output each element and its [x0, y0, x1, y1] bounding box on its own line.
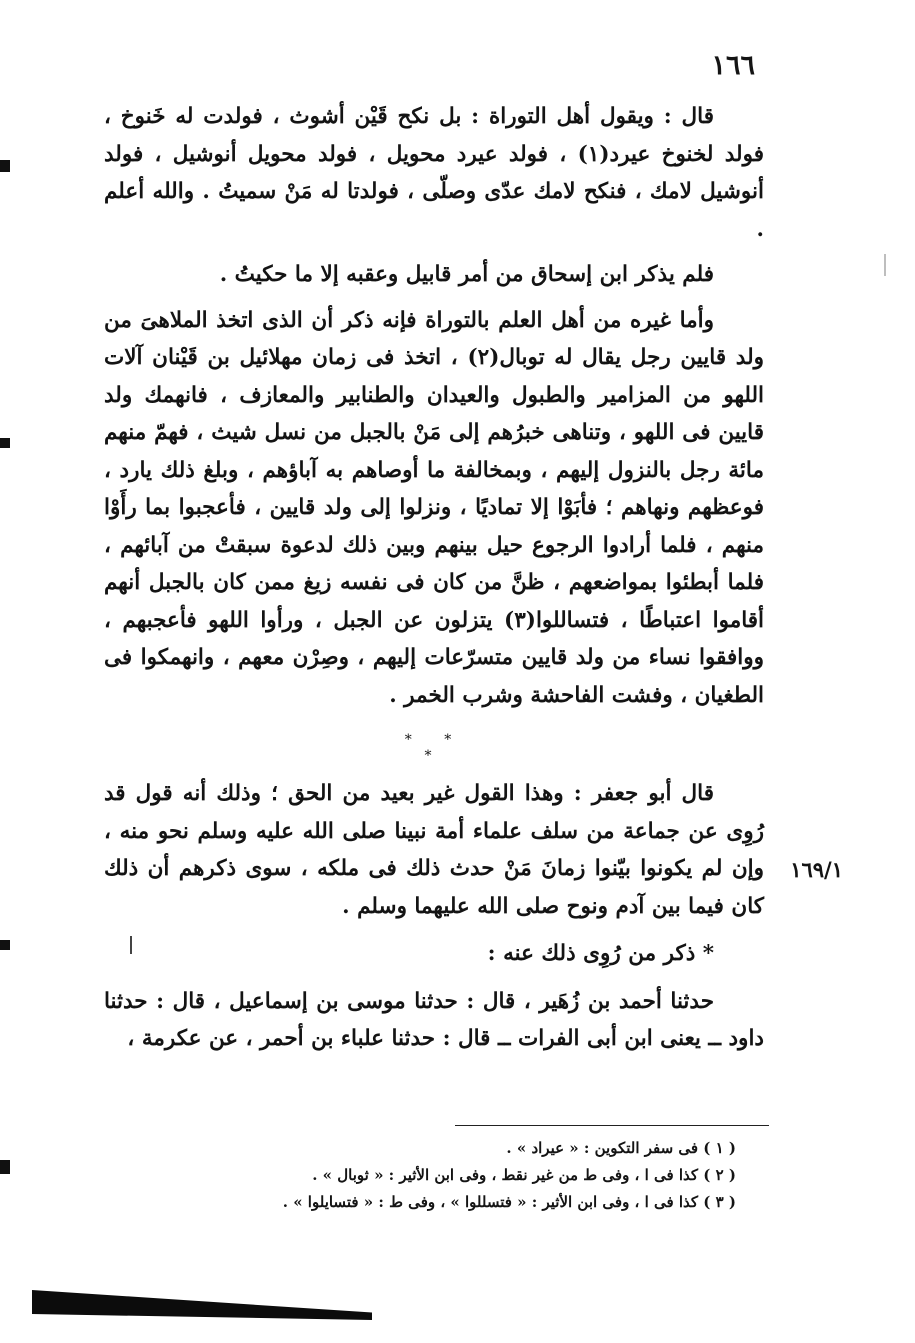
- footnote-divider: [455, 1125, 769, 1126]
- scan-stroke: [130, 936, 132, 954]
- binding-edge-mark: [0, 160, 10, 172]
- binding-edge-mark: [0, 1160, 10, 1174]
- footnote-2: ( ٢ ) كذا فى ا ، وفى ط من غير نقط ، وفى ابن الأثير : « ثوبال » .: [312, 1166, 736, 1184]
- heading-narrators: * ذكر من رُوِى ذلك عنه :: [487, 941, 714, 966]
- binding-edge-mark: [0, 438, 10, 448]
- page-number: ١٦٦: [711, 50, 755, 81]
- paragraph-isnad: حدثنا أحمد بن زُهَير ، قال : حدثنا موسى بن إسماعيل ، قال : حدثنا داود ــ يعنى ابن أبى الفرات ــ قال : حدثنا علباء بن أحمر ، عن عكرمة ،: [104, 988, 764, 1051]
- paragraph-genealogy: قال : ويقول أهل التوراة : بل نكح قَيْن أشوث ، فولدت له خَنوخ ، فولد لخنوخ عيرد(١) ، فولد عيرد محويل ، فولد محويل أنوشيل ، فولد أنوشيل لامك ، فنكح لامك عدّى وصلّى ، فولدتا له مَنْ سميتُ . والله أعلم .: [104, 104, 764, 242]
- scan-stroke: [884, 254, 886, 276]
- footnote-1: ( ١ ) فى سفر التكوين : « عيراد » .: [506, 1139, 736, 1157]
- paragraph-musical-instruments: وأما غيره من أهل العلم بالتوراة فإنه ذكر أن الذى اتخذ الملاهىَ من ولد قايين رجل يقال له توبال(٢) ، اتخذ فى زمان مهلائيل بن قَيْنان آلات اللهو من المزامير والطبول والعيدان والطنابير والمعازف ، فانهمك ولد قايين فى اللهو ، وتناهى خبرُهم إلى مَنْ بالجبل من نسل شيث ، فهمّ منهم مائة رجل بالنزول إليهم ، وبمخالفة ما أوصاهم به آباؤهم ، وبلغ ذلك يارد ، فوعظهم ونهاهم ؛ فأبَوْا إلا تماديًا ، ونزلوا إلى ولد قايين ، فأعجبوا بما رأَوْا منهم ، فلما أرادوا الرجوع حيل بينهم وبين ذلك لدعوة سبقتْ من آبائهم ، فلما أبطئوا بمواضعهم ، ظنَّ من كان فى نفسه زيغ ممن كان بالجبل أنهم أقاموا اعتباطًا ، فتساللوا(٣) يتزلون عن الجبل ، ورأوا اللهو فأعجبهم ، ووافقوا نساء من ولد قايين متسرّعات إليهم ، وصِرْن معهم ، وانهمكوا فى الطغيان ، وفشت الفاحشة وشرب الخمر .: [104, 307, 765, 708]
- footnote-3: ( ٣ ) كذا فى ا ، وفى ابن الأثير : « فتسللوا » ، وفى ط : « فتسايلوا » .: [282, 1193, 736, 1211]
- main-text-section-2: [104, 775, 764, 1058]
- binding-edge-mark: [0, 940, 10, 950]
- scan-shadow-bar: [32, 1290, 372, 1320]
- section-divider: * * *: [404, 732, 466, 764]
- margin-reference: ١٦٩/١: [790, 857, 843, 882]
- footnotes: [240, 1135, 736, 1216]
- paragraph-ibn-ishaq: فلم يذكر ابن إسحاق من أمر قابيل وعقبه إلا ما حكيتُ .: [219, 262, 714, 287]
- paragraph-abu-jafar: قال أبو جعفر : وهذا القول غير بعيد من الحق ؛ وذلك أنه قول قد رُوِى عن جماعة من سلف علماء أمة نبينا صلى الله عليه وسلم نحو منه ، وإن لم يكونوا بيّنوا زمانَ مَنْ حدث ذلك فى ملكه ، سوى ذكرهم أن ذلك كان فيما بين آدم ونوح صلى الله عليهما وسلم .: [104, 781, 764, 919]
- main-text-section-1: [104, 98, 764, 714]
